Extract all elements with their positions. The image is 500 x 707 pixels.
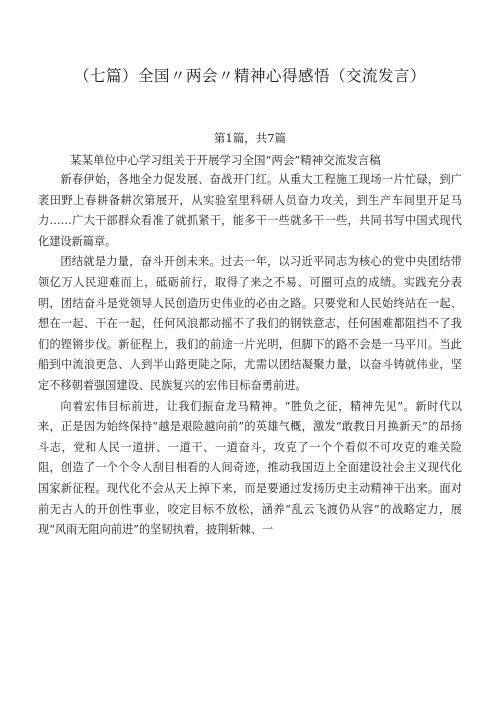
- page-indicator: 第1篇，共7篇: [213, 131, 287, 145]
- paragraph: 团结就是力量，奋斗开创未来。过去一年，以习近平同志为核心的党中央团结带领亿万人民迎难而上，砥砺前行，取得了来之不易、可圈可点的成绩。实践充分表明，团结奋斗是党领导人民创造历史伟业的必由之路。只要党和人民始终站在一起、想在一起、干在一起，任何风浪都动摇不了我们的钢铁意志，任何困难都阻挡不了我们的铿锵步伐。新征程上，我们的前途一片光明，但脚下的路不会是一马平川。当此船到中流浪更急、人到半山路更陡之际，尤需以团结凝聚力量，以奋斗铸就伟业，坚定不移朝着强国建设、民族复兴的宏伟目标奋勇前进。: [38, 255, 462, 392]
- paragraph: 向着宏伟目标前进，让我们振奋龙马精神。“胜负之征，精神先见”。新时代以来，正是因为始终保持“越是艰险越向前”的英雄气概，激发“敢教日月换新天”的昂扬斗志，党和人民一道拼、一道干、一道奋斗，攻克了一个个看似不可攻克的难关险阻，创造了一个个令人刮目相看的人间奇迹，推动我国迈上全面建设社会主义现代化国家新征程。现代化不会从天上掉下来，而是要通过发扬历史主动精神干出来。面对前无古人的开创性事业，咬定目标不放松，涵养“乱云飞渡仍从容”的战略定力，展现“风雨无阻向前进”的坚韧执着，披荆斩棘、一: [38, 399, 462, 537]
- paragraph: 新春伊始，各地全力促发展、奋战开门红。从重大工程施工现场一片忙碌，到广袤田野上春耕备耕次第展开，从实验室里科研人员奋力攻关，到生产车间里开足马力……广大干部群众看准了就抓紧干，能多干一些就多干一些，共同书写中国式现代化建设新篇章。: [38, 173, 462, 248]
- document-body: [38, 170, 462, 541]
- document-title: （七篇）全国〃两会〃精神心得感悟（交流发言）: [73, 67, 426, 85]
- speech-subtitle: 某某单位中心学习组关于开展学习全国“两会”精神交流发言稿: [70, 153, 381, 167]
